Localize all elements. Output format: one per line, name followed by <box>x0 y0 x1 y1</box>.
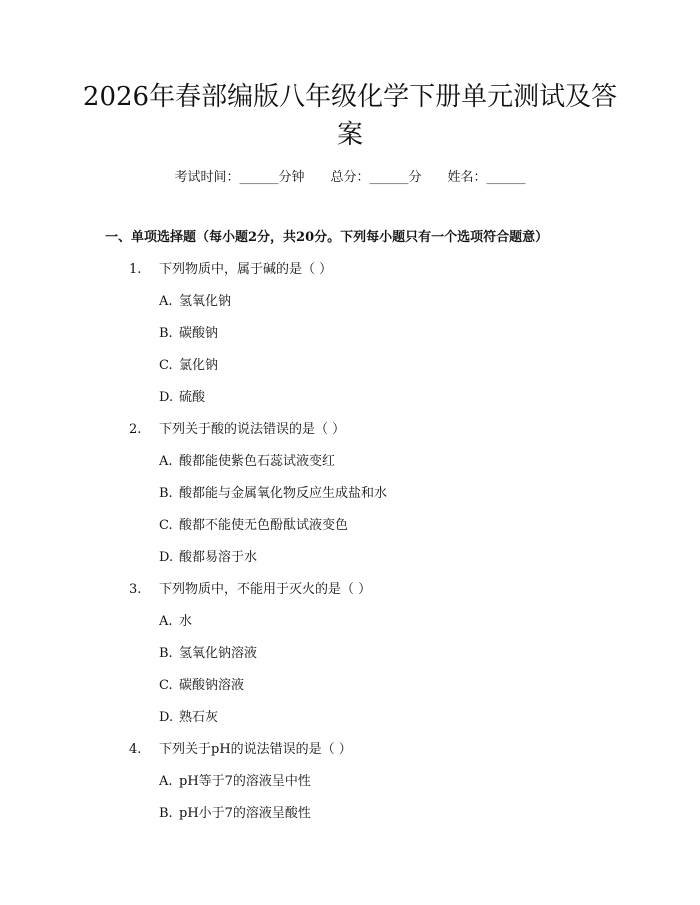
option-3b <box>159 644 257 664</box>
question-text: 下列物质中，属于碱的是（ ） <box>159 262 333 277</box>
option-text: 碳酸钠 <box>179 326 219 341</box>
option-4a <box>159 772 311 792</box>
exam-info <box>0 168 700 188</box>
option-letter: A. <box>159 614 173 629</box>
option-letter: A. <box>159 454 173 469</box>
section-heading: 一、单项选择题（每小题2分，共20分。下列每小题只有一个选项符合题意） <box>105 230 549 245</box>
question-2 <box>129 420 345 440</box>
option-1c <box>159 356 218 376</box>
option-3c <box>159 676 244 696</box>
question-1 <box>129 260 332 280</box>
page-title: 2026年春部编版八年级化学下册单元测试及答案 <box>82 82 618 150</box>
option-letter: A. <box>159 294 173 309</box>
question-3 <box>129 580 371 600</box>
exam-time: 考试时间：______分钟 <box>174 170 305 185</box>
question-text: 下列关于pH的说法错误的是（ ） <box>159 742 352 757</box>
option-letter: A. <box>159 774 173 789</box>
option-text: 氢氧化钠 <box>179 294 232 309</box>
option-2a <box>159 452 335 472</box>
total-score: 总分：______分 <box>330 170 422 185</box>
option-letter: D. <box>159 710 174 725</box>
option-2d <box>159 548 257 568</box>
option-letter: C. <box>159 358 173 373</box>
option-letter: B. <box>159 326 173 341</box>
option-text: 氢氧化钠溶液 <box>179 646 258 661</box>
question-text: 下列物质中，不能用于灭火的是（ ） <box>159 582 372 597</box>
question-number: 3. <box>129 582 142 597</box>
question-number: 2. <box>129 422 142 437</box>
option-text: 熟石灰 <box>179 710 219 725</box>
option-text: 氯化钠 <box>179 358 219 373</box>
option-1d <box>159 388 205 408</box>
option-text: 酸都易溶于水 <box>179 550 258 565</box>
option-letter: D. <box>159 390 174 405</box>
option-1b <box>159 324 218 344</box>
option-text: 硫酸 <box>179 390 206 405</box>
option-letter: C. <box>159 518 173 533</box>
question-number: 4. <box>129 742 142 757</box>
question-number: 1. <box>129 262 142 277</box>
option-3d <box>159 708 218 728</box>
option-4b <box>159 804 311 824</box>
option-letter: B. <box>159 486 173 501</box>
option-letter: D. <box>159 550 174 565</box>
option-text: 酸都不能使无色酚酞试液变色 <box>179 518 349 533</box>
option-text: 酸都能使紫色石蕊试液变红 <box>179 454 336 469</box>
question-4 <box>129 740 352 760</box>
option-text: 碳酸钠溶液 <box>179 678 245 693</box>
student-name: 姓名：______ <box>447 170 526 185</box>
option-text: pH小于7的溶液呈酸性 <box>179 806 311 821</box>
option-3a <box>159 612 192 632</box>
option-2b <box>159 484 387 504</box>
question-text: 下列关于酸的说法错误的是（ ） <box>159 422 346 437</box>
option-letter: B. <box>159 646 173 661</box>
option-letter: B. <box>159 806 173 821</box>
option-text: 水 <box>179 614 193 629</box>
option-2c <box>159 516 348 536</box>
option-1a <box>159 292 231 312</box>
option-text: 酸都能与金属氧化物反应生成盐和水 <box>179 486 388 501</box>
option-letter: C. <box>159 678 173 693</box>
option-text: pH等于7的溶液呈中性 <box>179 774 311 789</box>
